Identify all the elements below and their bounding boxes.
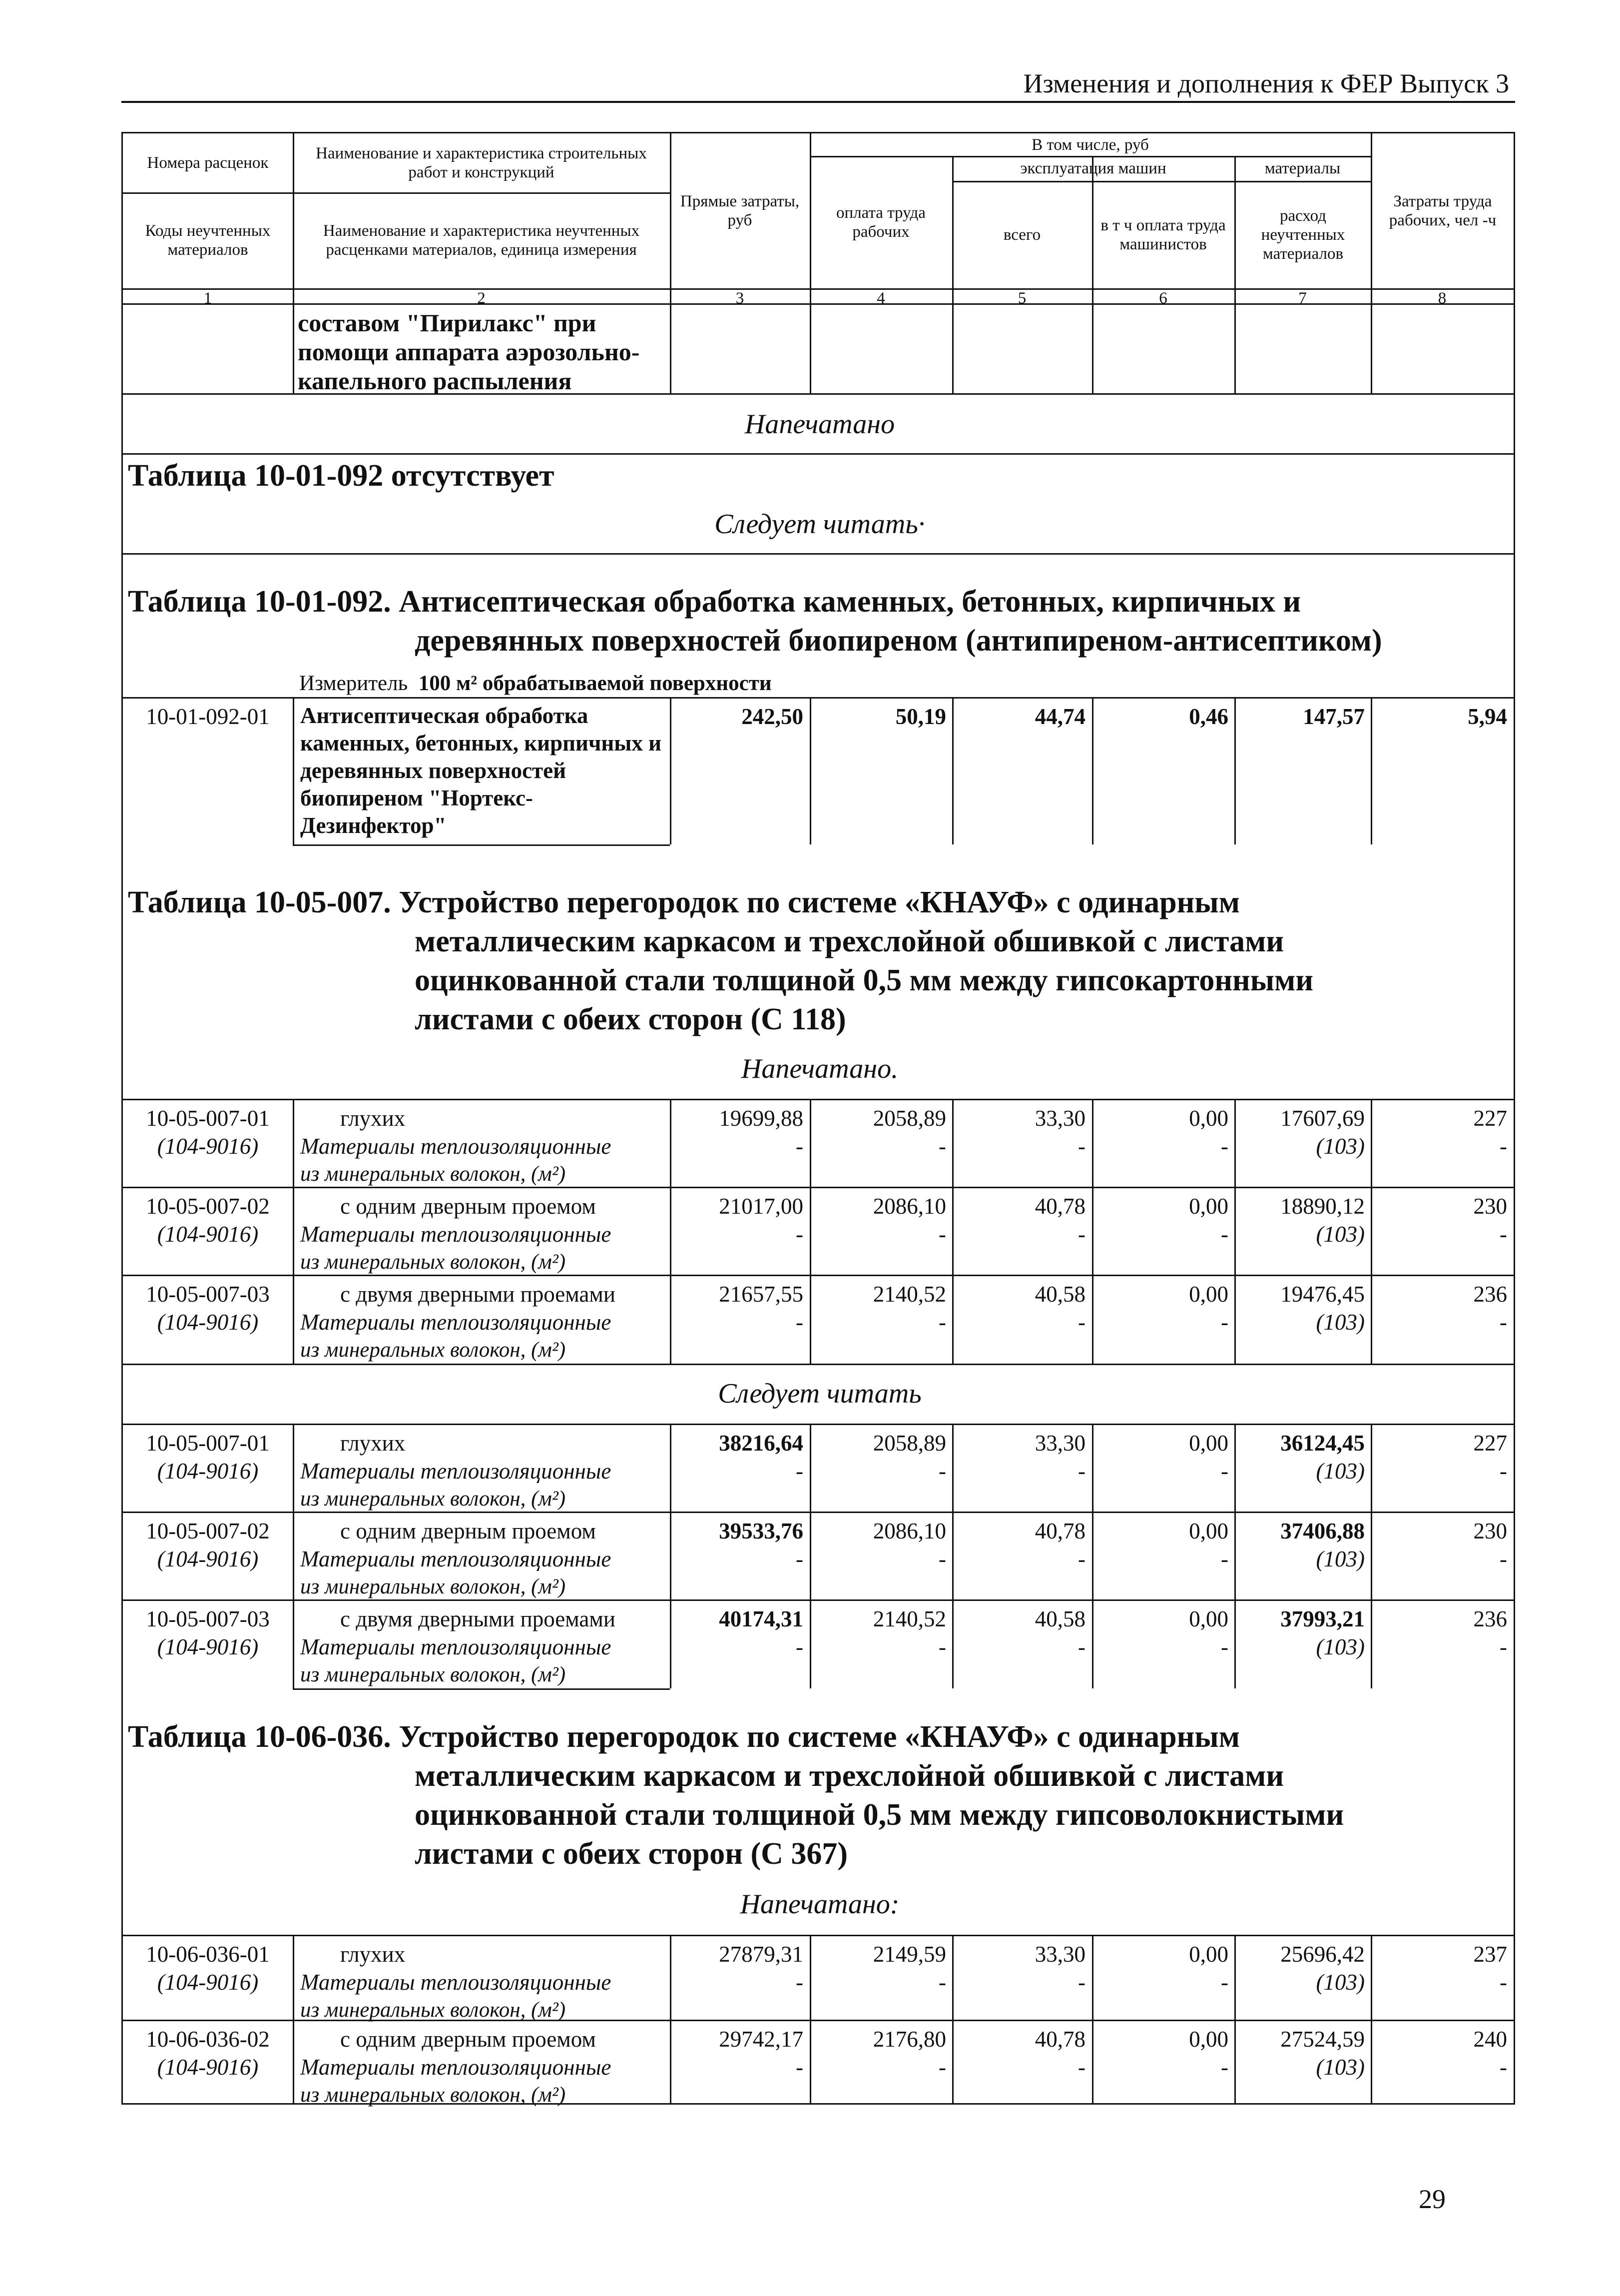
col-number-4: 4 xyxy=(877,289,885,307)
material-dash: - xyxy=(939,1222,946,1247)
row-direct-costs: 29742,17 xyxy=(719,2027,803,2052)
page-number: 29 xyxy=(1419,2184,1446,2214)
table1-measure: Измеритель 100 м² обрабатываемой поверхности xyxy=(299,672,772,695)
material-name-line2: из минеральных волокон, (м²) xyxy=(300,1575,566,1598)
row-name: глухих xyxy=(340,1106,406,1131)
col-number-5: 5 xyxy=(1018,289,1027,307)
table-absent-notice: Таблица 10-01-092 отсутствует xyxy=(128,459,554,493)
row-machinist-wages: 0,00 xyxy=(1189,2027,1228,2052)
row-materials: 17607,69 xyxy=(1280,1106,1365,1131)
material-quantity: (103) xyxy=(1316,1546,1365,1571)
row-machinist-wages: 0,00 xyxy=(1189,1431,1228,1456)
row-name: с двумя дверными проемами xyxy=(340,1282,615,1307)
row-machinist-wages: 0,00 xyxy=(1189,1519,1228,1543)
main-table-frame xyxy=(121,132,1515,2105)
material-dash: - xyxy=(939,1970,946,1995)
material-code: (104-9016) xyxy=(157,1310,259,1335)
material-name-line1: Материалы теплоизоляционные xyxy=(300,1222,611,1247)
row-materials: 37406,88 xyxy=(1280,1519,1365,1543)
row-machines-total: 40,58 xyxy=(1035,1282,1085,1307)
material-dash: - xyxy=(939,1634,946,1659)
row-direct-costs: 242,50 xyxy=(741,704,803,729)
material-dash: - xyxy=(1500,1310,1507,1335)
material-dash: - xyxy=(1500,1134,1507,1159)
page-header xyxy=(121,64,1515,103)
row-direct-costs: 21017,00 xyxy=(719,1194,803,1219)
col-name-header: Наименование и характеристика строительных работ и конструкций xyxy=(316,144,647,181)
material-code: (104-9016) xyxy=(157,1134,259,1159)
table3-title: Таблица 10-06-036. Устройство перегородок по системе «КНАУФ» с одинарным металлическим каркасом и трехслойной обшивкой с листами оцинкованной стали толщиной 0,5 мм между гипсоволокнистыми листами с обеих сторон (С 367) xyxy=(128,1720,1344,1871)
row-labor: 230 xyxy=(1473,1519,1507,1543)
read-label-2: Следует читать xyxy=(718,1378,922,1409)
row-machinist-wages: 0,00 xyxy=(1189,1194,1228,1219)
row-direct-costs: 21657,55 xyxy=(719,1282,803,1307)
material-dash: - xyxy=(796,1634,803,1659)
material-code: (104-9016) xyxy=(157,1970,259,1995)
material-name-line2: из минеральных волокон, (м²) xyxy=(300,1998,566,2022)
material-name-line2: из минеральных волокон, (м²) xyxy=(300,1250,566,1274)
row-direct-costs: 39533,76 xyxy=(719,1519,803,1543)
material-quantity: (103) xyxy=(1316,1222,1365,1247)
rate-row xyxy=(123,1429,1514,1509)
material-dash: - xyxy=(1221,1634,1228,1659)
material-quantity: (103) xyxy=(1316,1310,1365,1335)
col-wages-header: оплата труда рабочих xyxy=(836,203,926,241)
row-machines-total: 40,78 xyxy=(1035,1519,1085,1543)
top-fragment-name: составом "Пирилакс" при помощи аппарата аэрозольно-капельного распыления xyxy=(298,309,640,395)
material-dash: - xyxy=(1221,1134,1228,1159)
material-dash: - xyxy=(1078,1634,1085,1659)
col-number-1: 1 xyxy=(203,289,212,307)
material-dash: - xyxy=(796,1310,803,1335)
material-code: (104-9016) xyxy=(157,1546,259,1571)
header-title: Изменения и дополнения к ФЕР Выпуск 3 xyxy=(1023,68,1509,98)
material-dash: - xyxy=(1078,1222,1085,1247)
material-name-line2: из минеральных волокон, (м²) xyxy=(300,1663,566,1686)
rate-row xyxy=(123,1940,1514,2020)
material-name-line2: из минеральных волокон, (м²) xyxy=(300,1162,566,1186)
row-wages: 2058,89 xyxy=(873,1106,946,1131)
row-code: 10-05-007-03 xyxy=(146,1606,270,1631)
col-machinist-wages-header: в т ч оплата труда машинистов xyxy=(1100,216,1226,253)
col-number-3: 3 xyxy=(735,289,744,307)
row-code: 10-06-036-01 xyxy=(146,1942,270,1967)
material-dash: - xyxy=(1221,1459,1228,1484)
material-quantity: (103) xyxy=(1316,1459,1365,1484)
row-direct-costs: 19699,88 xyxy=(719,1106,803,1131)
row-materials: 36124,45 xyxy=(1280,1431,1365,1456)
printed-label-1: Напечатано xyxy=(744,409,895,440)
material-dash: - xyxy=(1221,1310,1228,1335)
material-name-line1: Материалы теплоизоляционные xyxy=(300,1459,611,1484)
rate-row xyxy=(123,1280,1514,1360)
row-wages: 2149,59 xyxy=(873,1942,946,1967)
row-direct-costs: 38216,64 xyxy=(719,1431,803,1456)
row-machinist-wages: 0,00 xyxy=(1189,1942,1228,1967)
material-dash: - xyxy=(796,1546,803,1571)
row-machines-total: 40,58 xyxy=(1035,1606,1085,1631)
material-dash: - xyxy=(939,1459,946,1484)
row-labor: 236 xyxy=(1473,1606,1507,1631)
row-name: глухих xyxy=(340,1942,406,1967)
material-dash: - xyxy=(1078,1970,1085,1995)
row-wages: 2140,52 xyxy=(873,1282,946,1307)
table2-title: Таблица 10-05-007. Устройство перегородок по системе «КНАУФ» с одинарным металлическим каркасом и трехслойной обшивкой с листами оцинкованной стали толщиной 0,5 мм между гипсокартонными листами с обеих сторон (С 118) xyxy=(128,885,1314,1036)
row-machines-total: 33,30 xyxy=(1035,1106,1085,1131)
printed-label-3: Напечатано: xyxy=(740,1889,900,1920)
col-exploitation-header: эксплуатация машин xyxy=(1020,159,1166,177)
material-code: (104-9016) xyxy=(157,1634,259,1659)
material-dash: - xyxy=(939,1134,946,1159)
row-name: с одним дверным проемом xyxy=(340,1194,596,1219)
row-code: 10-06-036-02 xyxy=(146,2027,270,2052)
material-name-line1: Материалы теплоизоляционные xyxy=(300,1970,611,1995)
row-materials: 37993,21 xyxy=(1280,1606,1365,1631)
row-machines-total: 33,30 xyxy=(1035,1942,1085,1967)
row-machines-total: 40,78 xyxy=(1035,2027,1085,2052)
material-dash: - xyxy=(1500,1634,1507,1659)
material-dash: - xyxy=(1221,2055,1228,2080)
material-dash: - xyxy=(1500,1970,1507,1995)
row-name: с двумя дверными проемами xyxy=(340,1606,615,1631)
read-label-1: Следует читать· xyxy=(714,509,925,540)
row-materials: 18890,12 xyxy=(1280,1194,1365,1219)
row-labor: 227 xyxy=(1473,1106,1507,1131)
col-group-header: В том числе, руб xyxy=(1032,135,1149,154)
material-name-line1: Материалы теплоизоляционные xyxy=(300,1134,611,1159)
row-direct-costs: 27879,31 xyxy=(719,1942,803,1967)
material-name-line1: Материалы теплоизоляционные xyxy=(300,1546,611,1571)
row-code: 10-05-007-02 xyxy=(146,1194,270,1219)
material-dash: - xyxy=(939,2055,946,2080)
col-number-2: 2 xyxy=(477,289,486,307)
row-name: глухих xyxy=(340,1431,406,1456)
col-material-codes-header: Коды неучтенных материалов xyxy=(145,222,271,259)
material-name-line2: из минеральных волокон, (м²) xyxy=(300,2083,566,2107)
row-wages: 2086,10 xyxy=(873,1519,946,1543)
row-wages: 2140,52 xyxy=(873,1606,946,1631)
row-name: с одним дверным проемом xyxy=(340,2027,596,2052)
material-dash: - xyxy=(1078,1310,1085,1335)
col-materials-header: материалы xyxy=(1264,159,1341,177)
material-dash: - xyxy=(796,1970,803,1995)
row-machines-total: 33,30 xyxy=(1035,1431,1085,1456)
row-machinist-wages: 0,46 xyxy=(1189,704,1228,729)
row-machinist-wages: 0,00 xyxy=(1189,1106,1228,1131)
row-wages: 50,19 xyxy=(895,704,946,729)
row-labor: 236 xyxy=(1473,1282,1507,1307)
material-dash: - xyxy=(796,1134,803,1159)
material-dash: - xyxy=(796,1222,803,1247)
col-direct-costs-header: Прямые затраты, руб xyxy=(680,192,800,229)
col-labor-header: Затраты труда рабочих, чел -ч xyxy=(1389,192,1497,229)
rate-row xyxy=(123,2025,1514,2105)
rate-row xyxy=(123,1517,1514,1596)
row-wages: 2176,80 xyxy=(873,2027,946,2052)
row-code: 10-05-007-01 xyxy=(146,1431,270,1456)
material-code: (104-9016) xyxy=(157,2055,259,2080)
col-number-6: 6 xyxy=(1159,289,1167,307)
material-name-line2: из минеральных волокон, (м²) xyxy=(300,1487,566,1511)
col-total-header: всего xyxy=(1003,225,1041,244)
material-dash: - xyxy=(1078,1546,1085,1571)
row-machines-total: 40,78 xyxy=(1035,1194,1085,1219)
material-dash: - xyxy=(1221,1222,1228,1247)
material-quantity: (103) xyxy=(1316,1634,1365,1659)
row-labor: 240 xyxy=(1473,2027,1507,2052)
material-name-line2: из минеральных волокон, (м²) xyxy=(300,1338,566,1362)
row-name: Антисептическая обработка каменных, бетонных, кирпичных и деревянных поверхностей биопиреном "Нортекс-Дезинфектор" xyxy=(300,703,662,838)
material-dash: - xyxy=(1500,1459,1507,1484)
material-code: (104-9016) xyxy=(157,1222,259,1247)
material-dash: - xyxy=(939,1546,946,1571)
row-materials: 25696,42 xyxy=(1280,1942,1365,1967)
row-code: 10-05-007-03 xyxy=(146,1282,270,1307)
col-material-use-header: расход неучтенных материалов xyxy=(1261,206,1345,263)
material-dash: - xyxy=(1500,1546,1507,1571)
material-dash: - xyxy=(1500,2055,1507,2080)
material-code: (104-9016) xyxy=(157,1459,259,1484)
row-labor: 5,94 xyxy=(1468,704,1507,729)
row-wages: 2058,89 xyxy=(873,1431,946,1456)
row-materials: 27524,59 xyxy=(1280,2027,1365,2052)
row-machinist-wages: 0,00 xyxy=(1189,1282,1228,1307)
row-code: 10-05-007-02 xyxy=(146,1519,270,1543)
material-dash: - xyxy=(796,2055,803,2080)
row-code: 10-05-007-01 xyxy=(146,1106,270,1131)
material-dash: - xyxy=(1221,1970,1228,1995)
col-number-7: 7 xyxy=(1298,289,1307,307)
row-machinist-wages: 0,00 xyxy=(1189,1606,1228,1631)
row-code: 10-01-092-01 xyxy=(146,704,270,729)
material-name-line1: Материалы теплоизоляционные xyxy=(300,1634,611,1659)
row-labor: 230 xyxy=(1473,1194,1507,1219)
row-labor: 227 xyxy=(1473,1431,1507,1456)
row-machines-total: 44,74 xyxy=(1035,704,1085,729)
material-dash: - xyxy=(1078,2055,1085,2080)
col-codes-header: Номера расценок xyxy=(147,154,269,172)
table1-title: Таблица 10-01-092. Антисептическая обработка каменных, бетонных, кирпичных и деревянных поверхностей биопиреном (антипиреном-антисептиком) xyxy=(128,585,1382,658)
row-materials: 147,57 xyxy=(1303,704,1365,729)
material-dash: - xyxy=(1078,1459,1085,1484)
rate-row xyxy=(123,1604,1514,1684)
material-dash: - xyxy=(1078,1134,1085,1159)
row-name: с одним дверным проемом xyxy=(340,1519,596,1543)
rate-row xyxy=(123,1104,1514,1184)
material-dash: - xyxy=(1500,1222,1507,1247)
material-name-line1: Материалы теплоизоляционные xyxy=(300,2055,611,2080)
row-materials: 19476,45 xyxy=(1280,1282,1365,1307)
row-wages: 2086,10 xyxy=(873,1194,946,1219)
material-dash: - xyxy=(796,1459,803,1484)
material-dash: - xyxy=(1221,1546,1228,1571)
rate-row xyxy=(123,1192,1514,1272)
material-quantity: (103) xyxy=(1316,1134,1365,1159)
row-direct-costs: 40174,31 xyxy=(719,1606,803,1631)
col-number-8: 8 xyxy=(1438,289,1447,307)
material-dash: - xyxy=(939,1310,946,1335)
material-quantity: (103) xyxy=(1316,1970,1365,1995)
material-name-line1: Материалы теплоизоляционные xyxy=(300,1310,611,1335)
row-labor: 237 xyxy=(1473,1942,1507,1967)
material-quantity: (103) xyxy=(1316,2055,1365,2080)
printed-label-2: Напечатано. xyxy=(741,1053,899,1084)
col-material-name-header: Наименование и характеристика неучтенных расценками материалов, единица измерения xyxy=(323,222,640,259)
